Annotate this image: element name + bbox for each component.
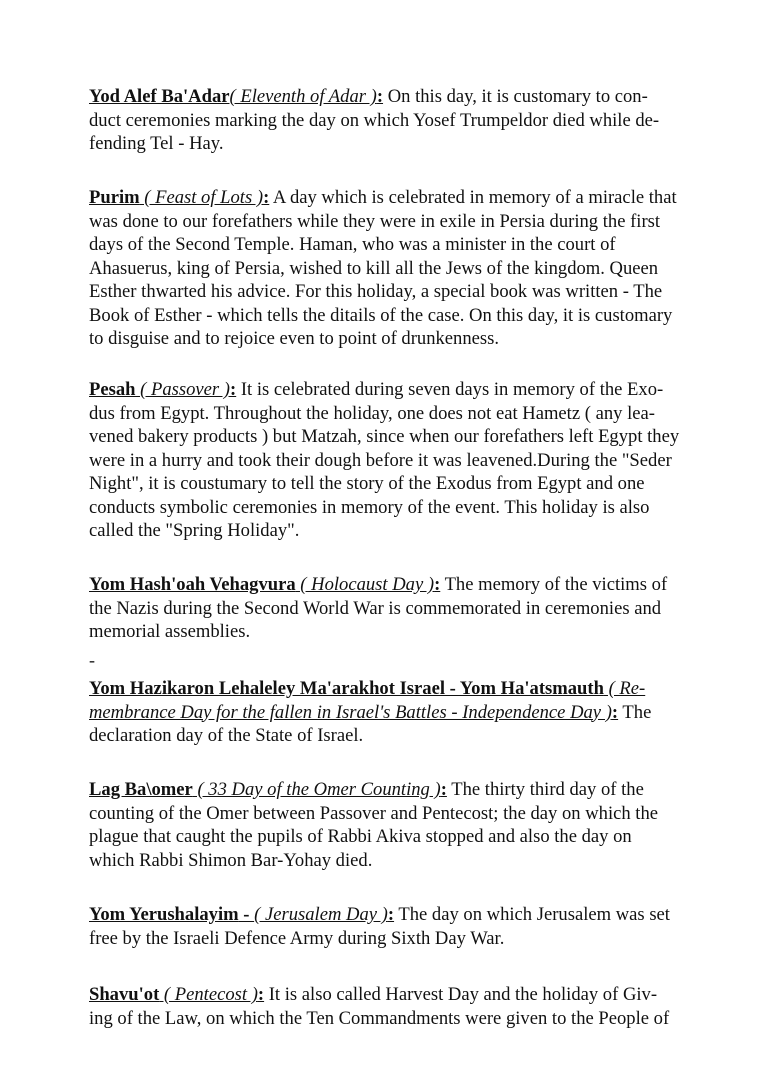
entry-term: Pesah xyxy=(89,379,136,400)
entry-text: The memory of the victims of xyxy=(440,574,668,595)
entry-colon: : xyxy=(257,984,265,1005)
entry-line xyxy=(89,573,725,597)
entry-purim xyxy=(89,186,725,351)
entry-term: Yod Alef Ba'Adar xyxy=(89,86,230,107)
entry-line: were in a hurry and took their dough before it was leavened.During the "Seder xyxy=(89,449,672,471)
entry-colon: : xyxy=(611,701,619,723)
entry-gloss-continued: membrance Day for the fallen in Israel's Battles - Independence Day ) xyxy=(89,701,612,723)
entry-line xyxy=(89,983,725,1007)
entry-colon: : xyxy=(434,574,441,595)
entry-gloss: ( Jerusalem Day ) xyxy=(254,904,388,925)
entry-term-suffix: - xyxy=(238,904,255,925)
entry-line xyxy=(89,378,725,402)
entry-gloss: ( Eleventh of Adar ) xyxy=(229,86,377,107)
entry-line xyxy=(89,186,725,210)
entry-line: vened bakery products ) but Matzah, since when our forefathers left Egypt they xyxy=(89,426,680,447)
entry-text: The thirty third day of the xyxy=(446,779,644,800)
entry-line xyxy=(89,701,725,725)
entry-yod-alef-baadar xyxy=(89,85,725,156)
entry-line: duct ceremonies marking the day on which Yosef Trumpeldor died while de- xyxy=(89,109,660,131)
entry-term: Lag Ba\omer xyxy=(89,779,193,800)
entry-line xyxy=(89,677,725,701)
entry-yom-yerushalayim xyxy=(89,903,725,950)
entry-line: Ahasuerus, king of Persia, wished to kill all the Jews of the kingdom. Queen xyxy=(89,257,659,279)
entry-line xyxy=(89,778,725,802)
entry-line: declaration day of the State of Israel. xyxy=(89,725,364,746)
entry-text: It is also called Harvest Day and the holiday of Giv- xyxy=(264,984,658,1005)
entry-text: On this day, it is customary to con- xyxy=(383,86,648,107)
entry-text: A day which is celebrated in memory of a miracle that xyxy=(269,187,677,208)
entry-line: plague that caught the pupils of Rabbi Akiva stopped and also the day on xyxy=(89,826,632,847)
entry-gloss: ( Re- xyxy=(603,678,646,699)
entry-line: the Nazis during the Second World War is commemorated in ceremonies and xyxy=(89,597,662,619)
entry-yom-hashoah xyxy=(89,573,725,644)
entry-gloss: ( Pentecost ) xyxy=(159,984,258,1005)
entry-term: Yom Hash'oah Vehagvura xyxy=(89,574,296,595)
entry-term: Yom Hazikaron Lehaleley Ma'arakhot Israel - Yom Ha'atsmauth xyxy=(89,678,604,699)
entry-term: Purim xyxy=(89,187,140,208)
entry-line: which Rabbi Shimon Bar-Yohay died. xyxy=(89,849,373,871)
entry-line: memorial assemblies. xyxy=(89,621,251,642)
entry-line: ing of the Law, on which the Ten Commandments were given to the People of xyxy=(89,1007,670,1029)
entry-line: to disguise and to rejoice even to point of drunkenness. xyxy=(89,328,500,349)
entry-text: It is celebrated during seven days in memory of the Exo- xyxy=(236,379,664,400)
entry-gloss: ( Passover ) xyxy=(135,379,230,400)
entry-gloss: ( Feast of Lots ) xyxy=(139,187,264,208)
entry-colon: : xyxy=(376,86,384,107)
entry-term: Yom Yerushalayim xyxy=(89,904,239,925)
entry-line: days of the Second Temple. Haman, who was a minister in the court of xyxy=(89,234,616,255)
entry-colon: : xyxy=(440,779,447,800)
entry-line: was done to our forefathers while they were in exile in Persia during the first xyxy=(89,210,661,232)
entry-yom-hazikaron xyxy=(89,677,725,748)
entry-line: Night", it is coustumary to tell the story of the Exodus from Egypt and one xyxy=(89,473,645,494)
entry-pesah xyxy=(89,378,725,543)
entry-line: Book of Esther - which tells the ditails of the case. On this day, it is customary xyxy=(89,304,673,326)
entry-lag-baomer xyxy=(89,778,725,872)
entry-line xyxy=(89,903,725,927)
entry-shavuot xyxy=(89,983,725,1030)
entry-text: The xyxy=(618,701,652,723)
entry-line xyxy=(89,85,725,109)
entry-gloss: ( 33 Day of the Omer Counting ) xyxy=(192,779,441,800)
entry-colon: : xyxy=(263,187,270,208)
entry-colon: : xyxy=(229,379,237,400)
entry-line: free by the Israeli Defence Army during Sixth Day War. xyxy=(89,927,505,949)
entry-line: dus from Egypt. Throughout the holiday, one does not eat Hametz ( any lea- xyxy=(89,402,655,424)
entry-line: conducts symbolic ceremonies in memory of the event. This holiday is also xyxy=(89,496,650,518)
entry-colon: : xyxy=(387,904,395,925)
entry-line: counting of the Omer between Passover and Pentecost; the day on which the xyxy=(89,802,659,824)
entry-gloss: ( Holocaust Day ) xyxy=(295,574,435,595)
entry-text: The day on which Jerusalem was set xyxy=(394,904,670,925)
stray-dash-mark: - xyxy=(89,650,95,670)
entry-line: called the "Spring Holiday". xyxy=(89,520,300,541)
entry-line: fending Tel - Hay. xyxy=(89,133,224,154)
entry-term: Shavu'ot xyxy=(89,984,160,1005)
entry-line: Esther thwarted his advice. For this holiday, a special book was written - The xyxy=(89,281,663,302)
